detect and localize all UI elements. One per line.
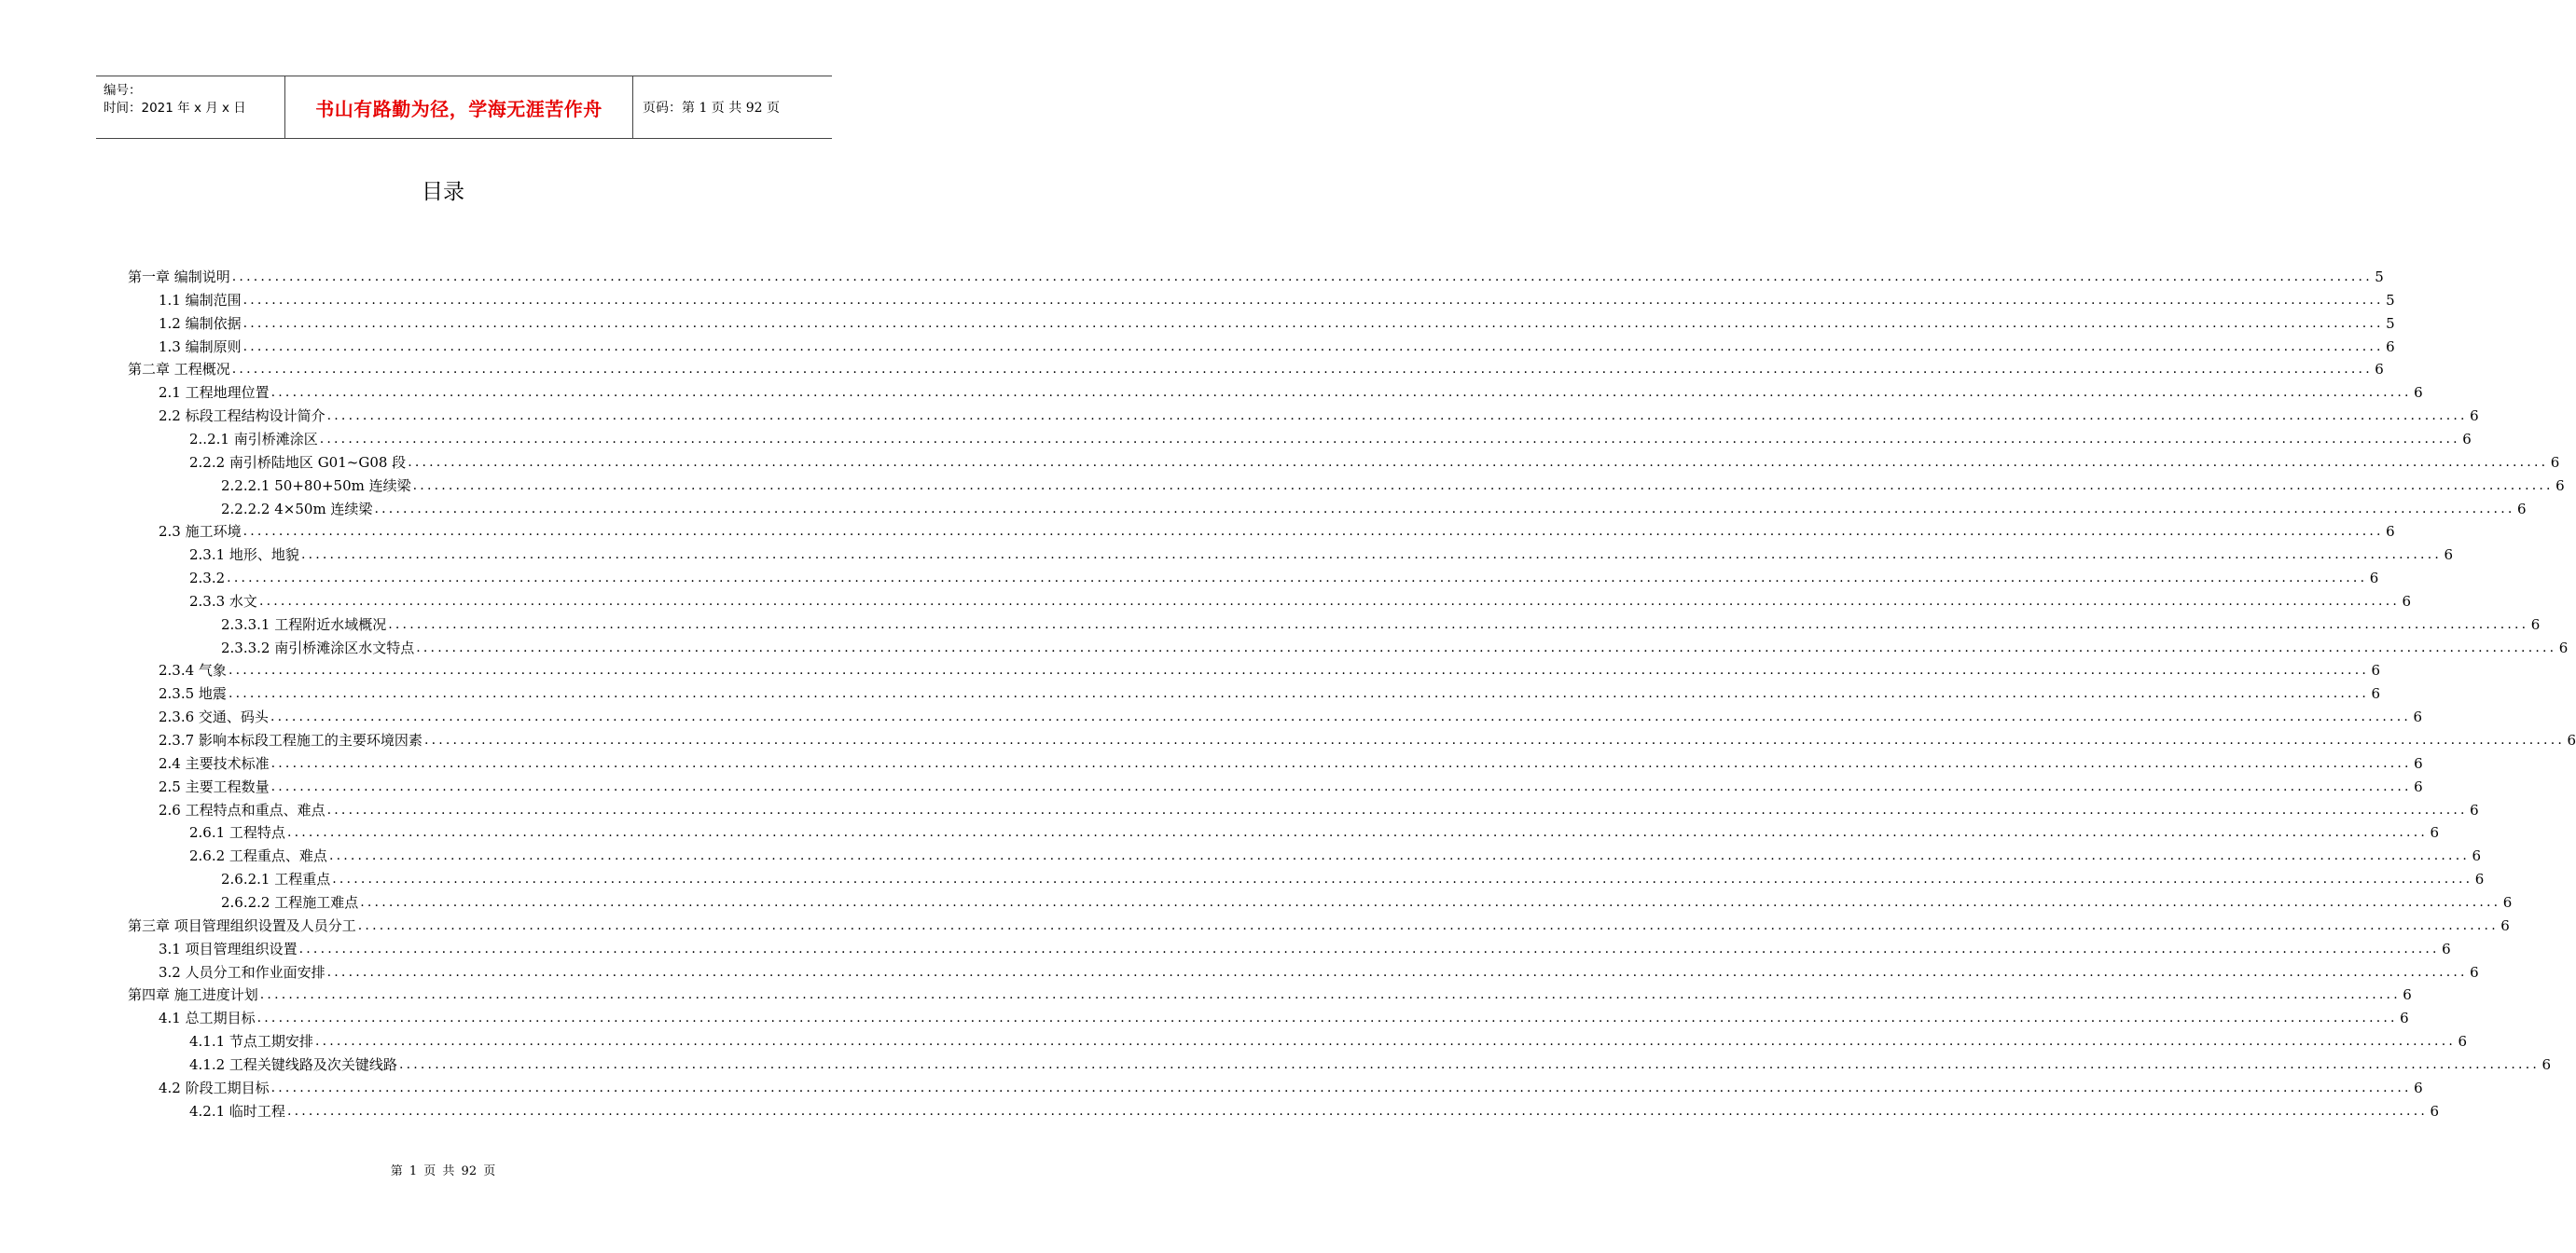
toc-entry-label: 2.6.2 工程重点、难点 [189, 847, 327, 865]
toc-entry[interactable] [189, 448, 2560, 471]
toc-leader-dots: ............................................................................................................................................................................................................................................................................................................ [259, 987, 2401, 1003]
toc-leader-dots: ............................................................................................................................................................................................................................................................................................................ [360, 894, 2501, 910]
toc-entry-label: 第二章 工程概况 [128, 361, 230, 379]
document-number-label: 编号： [104, 83, 142, 98]
toc-entry-page: 6 [2470, 801, 2479, 819]
toc-entry-page: 6 [2502, 893, 2513, 911]
toc-entry[interactable] [159, 1003, 2409, 1027]
toc-entry-label: 2.3.7 影响本标段工程施工的主要环境因素 [159, 732, 422, 749]
toc-entry-label: 4.1.2 工程关键线路及次关键线路 [189, 1055, 397, 1073]
toc-entry-page: 6 [2430, 1102, 2439, 1120]
toc-leader-dots: ............................................................................................................................................................................................................................................................................................................ [270, 778, 2412, 794]
toc-entry-page: 6 [2550, 453, 2560, 471]
toc-entry[interactable] [189, 540, 2453, 564]
toc-leader-dots: ............................................................................................................................................................................................................................................................................................................ [228, 686, 2369, 702]
toc-entry-label: 2.2.2.2 4×50m 连续梁 [221, 500, 373, 517]
toc-entry-page: 6 [2403, 986, 2412, 1004]
toc-entry[interactable] [159, 309, 2395, 332]
toc-entry-page: 6 [2414, 778, 2423, 795]
toc-entry[interactable] [221, 888, 2513, 911]
toc-leader-dots: ............................................................................................................................................................................................................................................................................................................ [326, 802, 2468, 818]
toc-entry[interactable] [159, 772, 2423, 795]
toc-entry-page: 6 [2386, 337, 2395, 355]
toc-entry-label: 2.6.1 工程特点 [189, 824, 285, 842]
toc-entry[interactable] [189, 424, 2472, 448]
toc-leader-dots: ............................................................................................................................................................................................................................................................................................................ [326, 964, 2468, 980]
toc-entry-page: 5 [2386, 314, 2395, 332]
toc-entry-label: 4.1.1 节点工期安排 [189, 1033, 313, 1051]
header-motto: 书山有路勤为径，学海无涯苦作舟 [315, 97, 602, 120]
header-page-info-cell [633, 76, 832, 138]
toc-entry-label: 2.3.3 水文 [189, 592, 257, 610]
header-motto-cell [284, 76, 633, 138]
toc-entry-label: 2..2.1 南引桥滩涂区 [189, 430, 318, 448]
toc-entry-page: 6 [2414, 384, 2423, 402]
toc-leader-dots: ............................................................................................................................................................................................................................................................................................................ [332, 872, 2473, 888]
toc-leader-dots: ............................................................................................................................................................................................................................................................................................................ [231, 362, 2373, 378]
toc-leader-dots: ............................................................................................................................................................................................................................................................................................................ [298, 941, 2440, 957]
toc-entry-label: 2.2 标段工程结构设计简介 [159, 407, 325, 425]
toc-entry[interactable] [221, 471, 2565, 494]
toc-entry-label: 第三章 项目管理组织设置及人员分工 [128, 916, 356, 934]
toc-entry[interactable] [128, 354, 2384, 379]
toc-leader-dots: ............................................................................................................................................................................................................................................................................................................ [286, 825, 2428, 841]
toc-entry-page: 6 [2371, 685, 2380, 703]
toc-entry-label: 2.3.3.1 工程附近水域概况 [221, 615, 387, 633]
toc-entry-page: 6 [2472, 847, 2481, 865]
toc-entry-page: 6 [2458, 1033, 2467, 1051]
toc-entry-page: 5 [2386, 291, 2395, 309]
toc-leader-dots: ............................................................................................................................................................................................................................................................................................................ [398, 1056, 2540, 1072]
toc-leader-dots: ............................................................................................................................................................................................................................................................................................................ [227, 571, 2368, 586]
toc-leader-dots: ............................................................................................................................................................................................................................................................................................................ [416, 640, 2557, 655]
toc-entry[interactable] [221, 494, 2527, 517]
toc-leader-dots: ............................................................................................................................................................................................................................................................................................................ [374, 501, 2515, 516]
toc-entry-label: 2.6.2.2 工程施工难点 [221, 893, 359, 911]
toc-leader-dots: ............................................................................................................................................................................................................................................................................................................ [314, 1034, 2456, 1050]
toc-entry[interactable] [189, 841, 2481, 865]
page-title: 目录 [422, 180, 464, 204]
toc-entry[interactable] [128, 262, 2384, 285]
toc-leader-dots: ............................................................................................................................................................................................................................................................................................................ [242, 338, 2384, 354]
toc-leader-dots: ............................................................................................................................................................................................................................................................................................................ [256, 1011, 2398, 1026]
toc-entry-page: 6 [2400, 1010, 2409, 1027]
toc-entry[interactable] [159, 378, 2423, 402]
toc-entry-page: 6 [2414, 754, 2423, 772]
toc-entry-page: 6 [2369, 570, 2379, 587]
toc-entry[interactable] [159, 516, 2395, 541]
toc-entry[interactable] [221, 633, 2569, 656]
toc-leader-dots: ............................................................................................................................................................................................................................................................................................................ [326, 408, 2468, 424]
toc-entry[interactable] [159, 957, 2479, 981]
toc-leader-dots: ............................................................................................................................................................................................................................................................................................................ [228, 663, 2369, 679]
document-time-label: 时间：2021 年 x 月 x 日 [104, 101, 246, 116]
toc-leader-dots: ............................................................................................................................................................................................................................................................................................................ [357, 917, 2499, 933]
toc-entry[interactable] [189, 1096, 2439, 1120]
toc-entry-page: 6 [2470, 963, 2479, 981]
toc-entry-page: 6 [2474, 871, 2485, 888]
toc-entry[interactable] [159, 332, 2395, 355]
toc-entry-label: 2.6 工程特点和重点、难点 [159, 801, 325, 819]
toc-entry[interactable] [159, 934, 2451, 957]
toc-entry-page: 6 [2470, 407, 2479, 425]
document-header [96, 76, 832, 139]
toc-entry-page: 6 [2500, 916, 2510, 934]
toc-entry-page: 6 [2375, 361, 2384, 379]
toc-entry[interactable] [189, 1050, 2551, 1073]
toc-entry[interactable] [189, 818, 2439, 842]
toc-entry-label: 第一章 编制说明 [128, 268, 230, 285]
toc-entry[interactable] [159, 702, 2422, 726]
toc-entry-label: 2.3 施工环境 [159, 523, 242, 541]
toc-entry-label: 2.6.2.1 工程重点 [221, 871, 331, 888]
toc-entry-page: 6 [2530, 615, 2541, 633]
toc-entry-label: 2.1 工程地理位置 [159, 384, 270, 402]
toc-entry[interactable] [221, 864, 2485, 888]
toc-entry-page: 6 [2516, 500, 2527, 517]
toc-entry-page: 6 [2371, 662, 2380, 680]
toc-entry-page: 6 [2558, 639, 2569, 656]
toc-entry-label: 1.2 编制依据 [159, 314, 242, 332]
toc-entry[interactable] [159, 401, 2479, 425]
toc-leader-dots: ............................................................................................................................................................................................................................................................................................................ [231, 269, 2373, 284]
toc-leader-dots: ............................................................................................................................................................................................................................................................................................................ [242, 315, 2384, 331]
toc-leader-dots: ............................................................................................................................................................................................................................................................................................................ [270, 1080, 2412, 1095]
toc-entry-page: 6 [2413, 709, 2422, 726]
toc-entry-label: 2.3.2 [189, 570, 226, 587]
toc-entry-page: 6 [2444, 546, 2453, 564]
toc-entry-label: 2.3.1 地形、地貌 [189, 546, 299, 564]
toc-entry[interactable] [159, 795, 2479, 819]
toc-entry-page: 6 [2555, 476, 2565, 494]
toc-entry-label: 2.4 主要技术标准 [159, 754, 270, 772]
header-meta [96, 76, 284, 138]
toc-leader-dots: ............................................................................................................................................................................................................................................................................................................ [319, 431, 2460, 447]
toc-entry-label: 1.1 编制范围 [159, 291, 242, 309]
toc-entry-page: 5 [2375, 268, 2384, 285]
toc-leader-dots: ............................................................................................................................................................................................................................................................................................................ [286, 1103, 2428, 1119]
toc-leader-dots: ............................................................................................................................................................................................................................................................................................................ [388, 616, 2529, 632]
toc-entry-page: 6 [2430, 824, 2439, 842]
toc-leader-dots: ............................................................................................................................................................................................................................................................................................................ [270, 385, 2412, 401]
toc-leader-dots: ............................................................................................................................................................................................................................................................................................................ [412, 477, 2554, 493]
toc-entry-label: 2.5 主要工程数量 [159, 778, 270, 795]
toc-entry-label: 2.3.6 交通、码头 [159, 709, 269, 726]
toc-entry[interactable] [159, 285, 2395, 309]
toc-leader-dots: ............................................................................................................................................................................................................................................................................................................ [408, 454, 2549, 470]
toc-entry-label: 2.3.4 气象 [159, 662, 227, 680]
toc-entry-label: 4.1 总工期目标 [159, 1010, 256, 1027]
toc-entry[interactable] [159, 749, 2423, 772]
toc-leader-dots: ............................................................................................................................................................................................................................................................................................................ [300, 547, 2442, 563]
toc-entry-page: 6 [2386, 523, 2395, 541]
toc-entry-label: 4.2.1 临时工程 [189, 1102, 285, 1120]
toc-entry-label: 1.3 编制原则 [159, 337, 242, 355]
toc-entry-label: 2.2.2 南引桥陆地区 G01~G08 段 [189, 453, 407, 471]
toc-entry[interactable] [159, 1073, 2423, 1096]
toc-entry-page: 6 [2541, 1055, 2551, 1073]
toc-leader-dots: ............................................................................................................................................................................................................................................................................................................ [242, 292, 2384, 308]
toc-entry-page: 6 [2567, 732, 2576, 749]
toc-entry-label: 2.3.3.2 南引桥滩涂区水文特点 [221, 639, 415, 656]
toc-entry[interactable] [159, 655, 2380, 680]
toc-entry-label: 4.2 阶段工期目标 [159, 1079, 270, 1096]
toc-entry[interactable] [159, 725, 2576, 749]
toc-leader-dots: ............................................................................................................................................................................................................................................................................................................ [423, 733, 2565, 748]
toc-entry-label: 2.2.2.1 50+80+50m 连续梁 [221, 476, 411, 494]
toc-entry[interactable] [159, 679, 2380, 703]
toc-entry-label: 3.2 人员分工和作业面安排 [159, 963, 325, 981]
toc-leader-dots: ............................................................................................................................................................................................................................................................................................................ [258, 593, 2400, 609]
toc-entry[interactable] [128, 911, 2510, 934]
toc-entry-label: 第四章 施工进度计划 [128, 986, 258, 1004]
toc-entry-label: 3.1 项目管理组织设置 [159, 940, 298, 957]
toc-leader-dots: ............................................................................................................................................................................................................................................................................................................ [242, 524, 2384, 540]
toc-entry-page: 6 [2402, 592, 2411, 610]
toc-entry[interactable] [189, 1026, 2467, 1051]
toc-entry-page: 6 [2442, 940, 2451, 957]
toc-entry-label: 2.3.5 地震 [159, 685, 227, 703]
toc-entry[interactable] [189, 563, 2379, 587]
toc-entry[interactable] [189, 586, 2411, 610]
toc-leader-dots: ............................................................................................................................................................................................................................................................................................................ [270, 709, 2411, 725]
toc-leader-dots: ............................................................................................................................................................................................................................................................................................................ [270, 755, 2412, 771]
toc-entry-page: 6 [2462, 430, 2472, 448]
toc-entry-page: 6 [2414, 1079, 2423, 1096]
toc-leader-dots: ............................................................................................................................................................................................................................................................................................................ [328, 848, 2470, 864]
toc-entry[interactable] [128, 980, 2412, 1004]
toc-entry[interactable] [221, 610, 2541, 633]
header-page-info: 页码：第 1 页 共 92 页 [643, 101, 780, 116]
page-footer: 第 1 页 共 92 页 [390, 1164, 496, 1178]
